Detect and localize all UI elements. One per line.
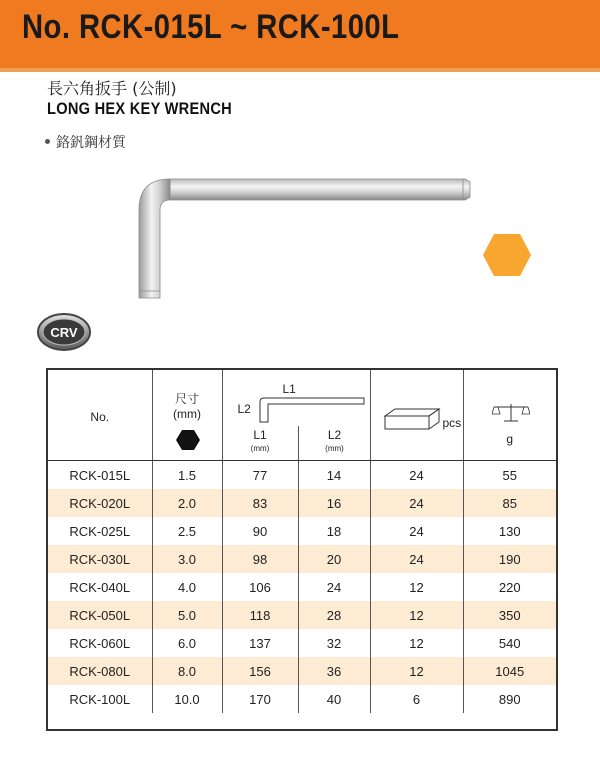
diagram-l1-label: L1 <box>282 382 296 396</box>
page-title: No. RCK-015L ~ RCK-100L <box>22 8 400 46</box>
cell-pcs: 24 <box>370 517 463 545</box>
cell-g: 190 <box>463 545 556 573</box>
col-size-header <box>152 370 222 461</box>
cell-l1: 77 <box>222 461 298 490</box>
cell-size: 6.0 <box>152 629 222 657</box>
cell-no: RCK-060L <box>69 635 131 651</box>
cell-pcs: 6 <box>370 685 463 713</box>
cell-size: 2.5 <box>152 517 222 545</box>
table-row <box>48 461 556 490</box>
col-pcs-header <box>370 370 463 461</box>
cell-no: RCK-040L <box>69 579 131 595</box>
table-row <box>48 489 556 517</box>
table-row <box>48 545 556 573</box>
cell-l1: 106 <box>222 573 298 601</box>
cell-l2: 36 <box>298 657 370 685</box>
cell-g: 85 <box>463 489 556 517</box>
col-no-header <box>48 370 152 461</box>
spec-table <box>46 368 558 731</box>
cell-size: 4.0 <box>152 573 222 601</box>
cell-g: 1045 <box>463 657 556 685</box>
cell-l1: 83 <box>222 489 298 517</box>
table-row <box>48 573 556 601</box>
cell-l1: 137 <box>222 629 298 657</box>
cell-l2: 28 <box>298 601 370 629</box>
hex-key-wrench-illustration <box>130 170 475 305</box>
header-bar <box>0 0 600 68</box>
pcs-header-label: pcs <box>442 416 462 430</box>
cell-l1: 156 <box>222 657 298 685</box>
col-length-header <box>222 370 370 461</box>
cell-l1: 170 <box>222 685 298 713</box>
size-header-label: 尺寸 <box>174 392 199 406</box>
table-row <box>48 629 556 657</box>
cell-pcs: 12 <box>370 601 463 629</box>
bullet-icon <box>45 139 50 144</box>
cell-size: 5.0 <box>152 601 222 629</box>
box-icon <box>383 406 441 432</box>
cell-size: 8.0 <box>152 657 222 685</box>
cell-no: RCK-025L <box>69 523 131 539</box>
diagram-l2-label: L2 <box>237 402 251 416</box>
feature-text: 鉻釩鋼材質 <box>56 135 126 151</box>
cell-no: RCK-100L <box>69 691 131 707</box>
no-header-label: No. <box>90 410 110 424</box>
cell-l2: 18 <box>298 517 370 545</box>
cell-g: 55 <box>463 461 556 490</box>
cell-no: RCK-020L <box>48 489 152 517</box>
cell-pcs: 24 <box>370 545 463 573</box>
cell-size: 3.0 <box>152 545 222 573</box>
cell-g: 890 <box>463 685 556 713</box>
crv-badge-text: CRV <box>50 325 78 340</box>
cell-g: 130 <box>463 517 556 545</box>
cell-l2: 40 <box>298 685 370 713</box>
size-header-unit: (mm) <box>173 407 201 421</box>
l1-header-unit: (mm) <box>250 444 270 453</box>
cell-size: 1.5 <box>152 461 222 490</box>
hex-icon <box>176 430 200 450</box>
l2-header-unit: (mm) <box>325 444 344 453</box>
l1-header-label: L1 <box>253 428 267 442</box>
wrench-dimension-diagram <box>256 396 368 426</box>
cell-no: RCK-030L <box>48 545 152 573</box>
cell-size: 10.0 <box>152 685 222 713</box>
cell-l2: 16 <box>298 489 370 517</box>
cell-l2: 32 <box>298 629 370 657</box>
cell-g: 540 <box>463 629 556 657</box>
cell-g: 350 <box>463 601 556 629</box>
crv-badge <box>36 312 92 352</box>
table-row <box>48 685 556 713</box>
col-weight-header <box>463 370 556 461</box>
l2-header-label: L2 <box>327 428 342 442</box>
table-row <box>48 657 556 685</box>
cell-pcs: 12 <box>370 657 463 685</box>
cell-g: 220 <box>463 573 556 601</box>
cell-l1: 98 <box>222 545 298 573</box>
cell-l2: 14 <box>298 461 370 490</box>
cell-l1: 118 <box>222 601 298 629</box>
cell-l1: 90 <box>222 517 298 545</box>
cell-no: RCK-050L <box>48 601 152 629</box>
cell-l2: 20 <box>298 545 370 573</box>
product-title-chinese: 長六角扳手 (公制) <box>47 79 177 98</box>
cell-no: RCK-015L <box>69 467 131 483</box>
table-header-row <box>48 370 556 461</box>
cell-no: RCK-080L <box>48 657 152 685</box>
cell-pcs: 12 <box>370 573 463 601</box>
cell-pcs: 12 <box>370 629 463 657</box>
hex-cross-section-icon <box>482 233 532 277</box>
cell-pcs: 24 <box>370 461 463 490</box>
weight-header-unit: g <box>506 432 514 446</box>
table-row <box>48 601 556 629</box>
table-row <box>48 517 556 545</box>
header-divider <box>0 68 600 72</box>
cell-pcs: 24 <box>370 489 463 517</box>
feature-item <box>45 132 126 152</box>
cell-l2: 24 <box>298 573 370 601</box>
cell-size: 2.0 <box>152 489 222 517</box>
scale-icon <box>492 403 530 423</box>
product-title-english: LONG HEX KEY WRENCH <box>47 99 232 118</box>
